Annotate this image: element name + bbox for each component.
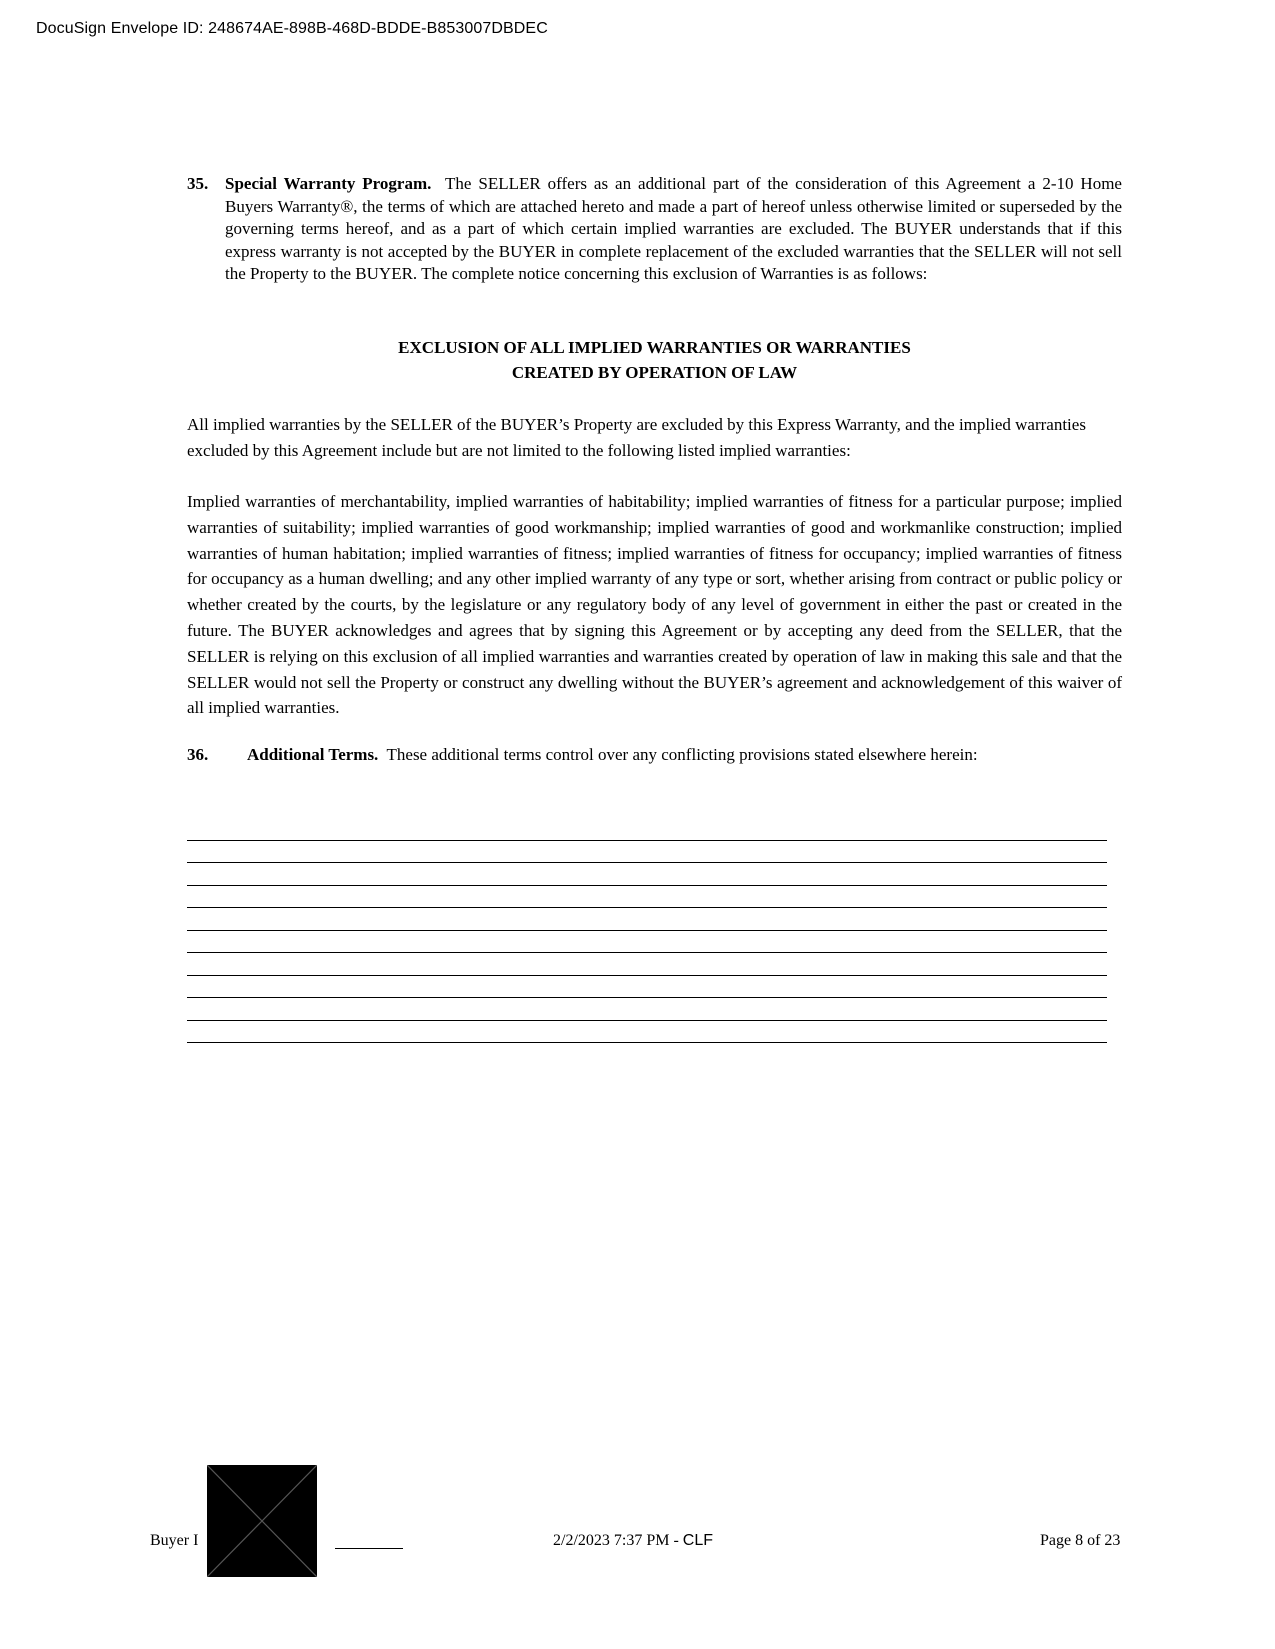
blank-line <box>187 863 1107 886</box>
blank-line <box>187 818 1107 841</box>
blank-line <box>187 998 1107 1021</box>
section-35 <box>187 173 1122 286</box>
blank-line <box>187 841 1107 864</box>
exclusion-paragraph-1: All implied warranties by the SELLER of the BUYER’s Property are excluded by this Express Warranty, and the implied warranties excluded by this Agreement include but are not limited to the following listed implied warranties: <box>187 415 1086 460</box>
page-number: Page 8 of 23 <box>1040 1532 1121 1549</box>
initials-underline <box>335 1548 403 1549</box>
blank-line <box>187 1021 1107 1044</box>
section-35-body: The SELLER offers as an additional part of the consideration of this Agreement a 2-10 Home Buyers Warranty®, the terms of which are attached hereto and made a part of hereof unless otherwise limited or superseded by the governing terms hereof, and as a part of which certain implied warranties are excluded. The BUYER understands that if this express warranty is not accepted by the BUYER in complete replacement of the excluded warranties that the SELLER will not sell the Property to the BUYER. The complete notice concerning this exclusion of Warranties is as follows: <box>225 174 1122 284</box>
section-36-number: 36. <box>187 745 209 764</box>
blank-line <box>187 908 1107 931</box>
redacted-initials-box <box>207 1465 317 1577</box>
blank-line <box>187 886 1107 909</box>
footer-datetime <box>553 1531 713 1551</box>
envelope-id: DocuSign Envelope ID: 248674AE-898B-468D-BDDE-B853007DBDEC <box>36 20 548 37</box>
blank-line <box>187 976 1107 999</box>
section-35-paragraph <box>225 173 1122 286</box>
exclusion-paragraph-2: Implied warranties of merchantability, implied warranties of habitability; implied warranties of fitness for a particular purpose; implied warranties of suitability; implied warranties of good workmanship; implied warranties of good and workmanlike construction; implied warranties of human habitation; implied warranties of fitness; implied warranties of fitness for occupancy; implied warranties of fitness for occupancy as a human dwelling; and any other implied warranty of any type or sort, whether arising from contract or public policy or whether created by the courts, by the legislature or any regulatory body of any level of government in either the past or created in the future. The BUYER acknowledges and agrees that by signing this Agreement or by accepting any deed from the SELLER, that the SELLER is relying on this exclusion of all implied warranties and warranties created by operation of law in making this sale and that the SELLER would not sell the Property or construct any dwelling without the BUYER’s agreement and acknowledgement of this waiver of all implied warranties. <box>187 492 1122 718</box>
footer-datetime-text: 2/2/2023 7:37 PM - <box>553 1532 683 1549</box>
section-35-number: 35. <box>187 174 209 193</box>
blank-line <box>187 931 1107 954</box>
exclusion-heading-line2: CREATED BY OPERATION OF LAW <box>511 363 798 382</box>
section-36-title: Additional Terms. <box>247 745 379 764</box>
buyer-initials-label: Buyer I <box>150 1532 199 1549</box>
additional-terms-blank-lines <box>187 818 1107 1043</box>
exclusion-heading-line1: EXCLUSION OF ALL IMPLIED WARRANTIES OR WARRANTIES <box>398 338 911 357</box>
section-36 <box>187 744 1122 766</box>
footer-initials: CLF <box>682 1532 714 1549</box>
exclusion-heading <box>187 335 1122 385</box>
blank-line <box>187 953 1107 976</box>
section-36-body: These additional terms control over any conflicting provisions stated elsewhere herein: <box>386 745 978 764</box>
section-35-title: Special Warranty Program. <box>225 174 432 193</box>
